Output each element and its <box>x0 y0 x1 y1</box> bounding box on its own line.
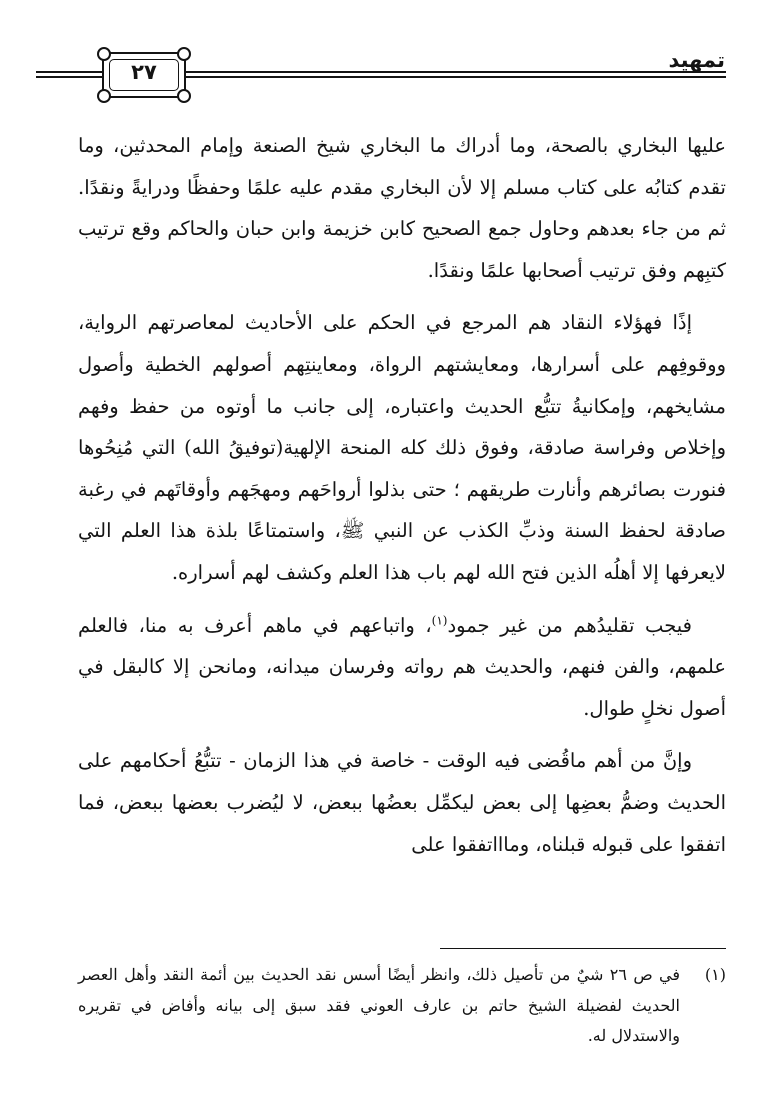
body-text <box>78 125 726 865</box>
chapter-title: تمهيد <box>668 48 725 72</box>
header-rule-left-inner <box>36 76 104 78</box>
footnote-divider <box>440 948 726 949</box>
page-header <box>0 0 759 110</box>
paragraph-text: فيجب تقليدُهم من غير جمود <box>447 613 692 637</box>
frame-corner-ornament <box>177 89 191 103</box>
paragraph <box>78 605 726 730</box>
frame-corner-ornament <box>97 89 111 103</box>
paragraph-text: ، واتباعهم في ماهم أعرف به منا، فالعلم علمهم، والفن فنهم، والحديث هم رواته وفرسان ميدانه، ومانحن إلا كالبقل في أصول نخلٍ طوال. <box>78 613 726 720</box>
frame-corner-ornament <box>177 47 191 61</box>
footnote <box>78 960 726 1052</box>
header-rule-left <box>36 71 104 73</box>
paragraph: وإنَّ من أهم ماقُضى فيه الوقت - خاصة في هذا الزمان - تتبُّعُ أحكامهم على الحديث وضمُّ بعضِها إلى بعض ليكمِّل بعضُها ببعض، لا ليُضرب بعضها ببعض، فما اتفقوا على قبوله قبلناه، وماااتفقوا على <box>78 749 726 856</box>
frame-corner-ornament <box>97 47 111 61</box>
footnote-number: (١) <box>704 965 726 984</box>
paragraph: عليها البخاري بالصحة، وما أدراك ما البخاري شيخ الصنعة وإمام المحدثين، وما تقدم كتابُه على كتاب مسلم إلا لأن البخاري مقدم عليه علمًا وحفظًا ودرايةً ونقدًا. ثم من جاء بعدهم وحاول جمع الصحيح كابن خزيمة وابن حبان والحاكم وقع ترتيب كتبِهم وفق ترتيب أصحابها علمًا ونقدًا. <box>78 134 726 282</box>
page-number: ٢٧ <box>131 60 157 84</box>
paragraph: إذًا فهؤلاء النقاد هم المرجع في الحكم على الأحاديث لمعاصرتهم الرواية، ووقوفِهم على أسرارها، ومعايشتهم الرواة، ومعاينتِهم أصولهم الخطية وأصول مشايخهم، وإمكانيةُ تتبُّع الحديث واعتباره، إلى جانب ما أوتوه من حفظ وفهم وإخلاص وفراسة صادقة، وفوق ذلك كله المنحة الإلهية(توفيقُ الله) التي مُنِحُوها فنورت بصائرهم وأنارت طريقهم ؛ حتى بذلوا أرواحَهم ومهجَهم وأوقاتَهم في رغبة صادقة لحفظ السنة وذبِّ الكذب عن النبي ﷺ، واستمتاعًا بلذة هذا العلم التي لايعرفها إلا أهلُه الذين فتح الله لهم باب هذا العلم وكشف لهم أسراره. <box>78 311 726 584</box>
header-rule-right <box>184 71 726 73</box>
header-rule-right-inner <box>184 76 726 78</box>
footnote-text: في ص ٢٦ شيٌ من تأصيل ذلك، وانظر أيضًا أسس نقد الحديث بين أئمة النقد وأهل العصر الحديث لفضيلة الشيخ حاتم بن عارف العوني فقد سبق إلى بيانه وأفاض في تقريره والاستدلال له. <box>78 965 681 1045</box>
footnote-marker[interactable]: (١) <box>431 613 448 628</box>
page-number-frame <box>102 52 186 98</box>
